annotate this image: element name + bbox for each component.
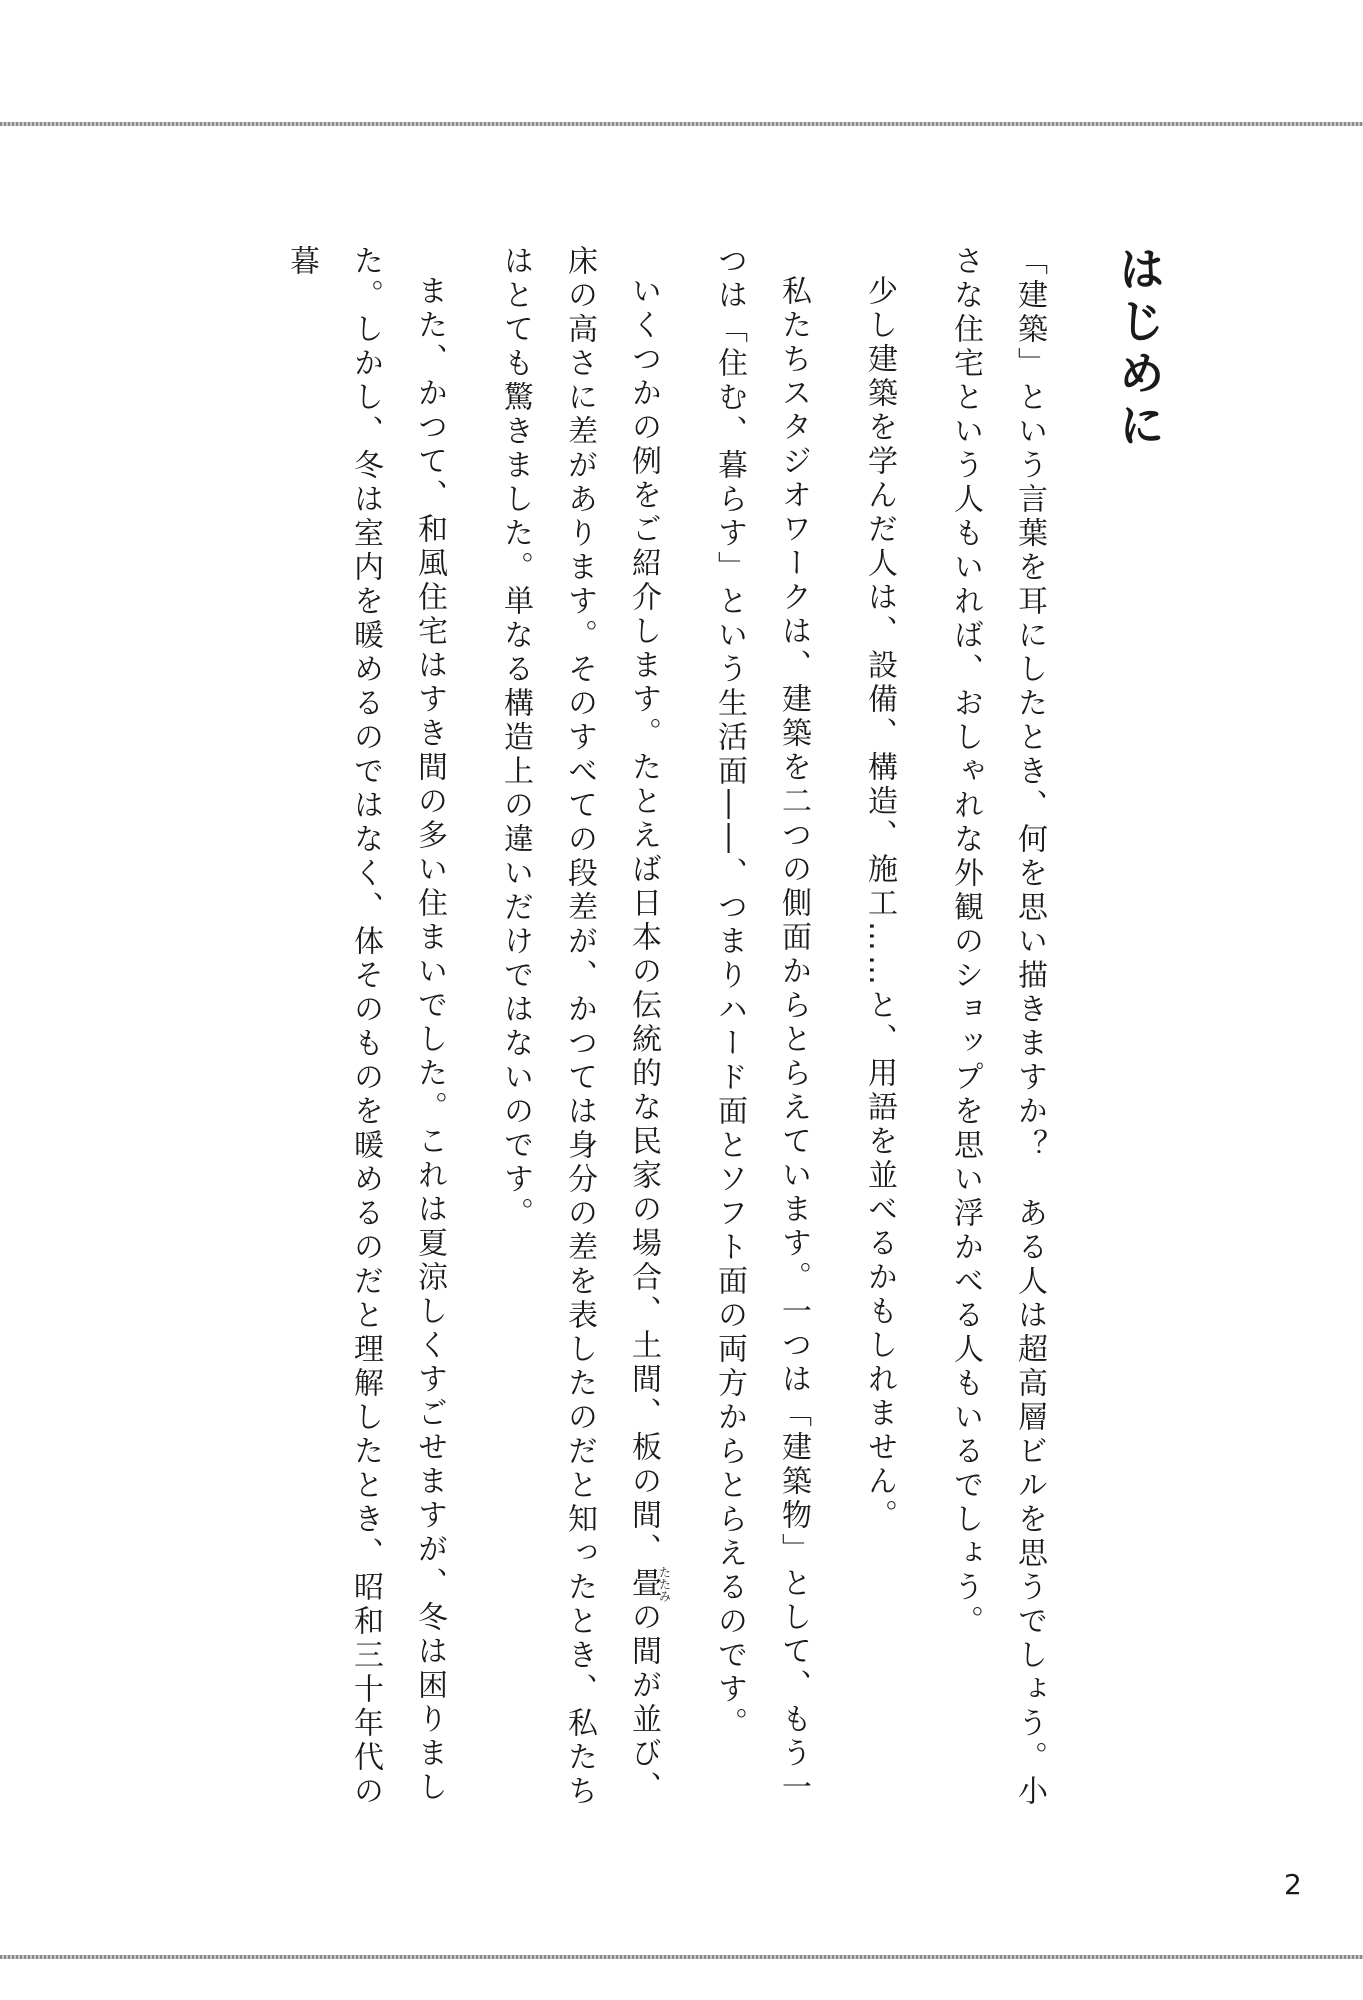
- paragraph-1: 「建築」という言葉を耳にしたとき、何を思い描きますか？ ある人は超高層ビルを思うでしょう。小さな住宅という人もいれば、おしゃれな外観のショップを思い浮かべる人もいるでしょう。: [948, 245, 1047, 1809]
- paragraph-4-after: の間が並び、床の高さに差があります。そのすべての段差が、かつては身分の差を表したのだと知ったとき、私たちはとても驚きました。単なる構造上の違いだけではないのです。: [498, 245, 661, 1809]
- ruby-base: 畳: [626, 1566, 661, 1602]
- paragraph-2: 少し建築を学んだ人は、設備、構造、施工……と、用語を並べるかもしれません。: [862, 275, 897, 1533]
- top-rule: [0, 122, 1363, 126]
- paragraph-4-before: いくつかの例をご紹介します。たとえば日本の伝統的な民家の場合、土間、板の間、: [626, 275, 661, 1567]
- paragraph-3: 私たちスタジオワークは、建築を二つの側面からとらえています。一つは「建築物」として、もう一つは「住む、暮らす」という生活面――、つまりハード面とソフト面の両方からとらえるのです。: [712, 245, 811, 1805]
- paragraph-5: また、かつて、和風住宅はすき間の多い住まいでした。これは夏涼しくすごせますが、冬は困りました。しかし、冬は室内を暖めるのではなく、体そのものを暖めるのだと理解したとき、昭和三十年代の暮: [284, 245, 447, 1809]
- bottom-rule: [0, 1955, 1363, 1959]
- ruby-tatami: [626, 1566, 672, 1602]
- page-number: 2: [1284, 1868, 1302, 1901]
- ruby-reading: たたみ: [657, 1566, 672, 1602]
- page-title: はじめに: [1112, 245, 1166, 453]
- vertical-text-body: [171, 245, 1171, 1825]
- paragraph-4: [483, 245, 675, 1825]
